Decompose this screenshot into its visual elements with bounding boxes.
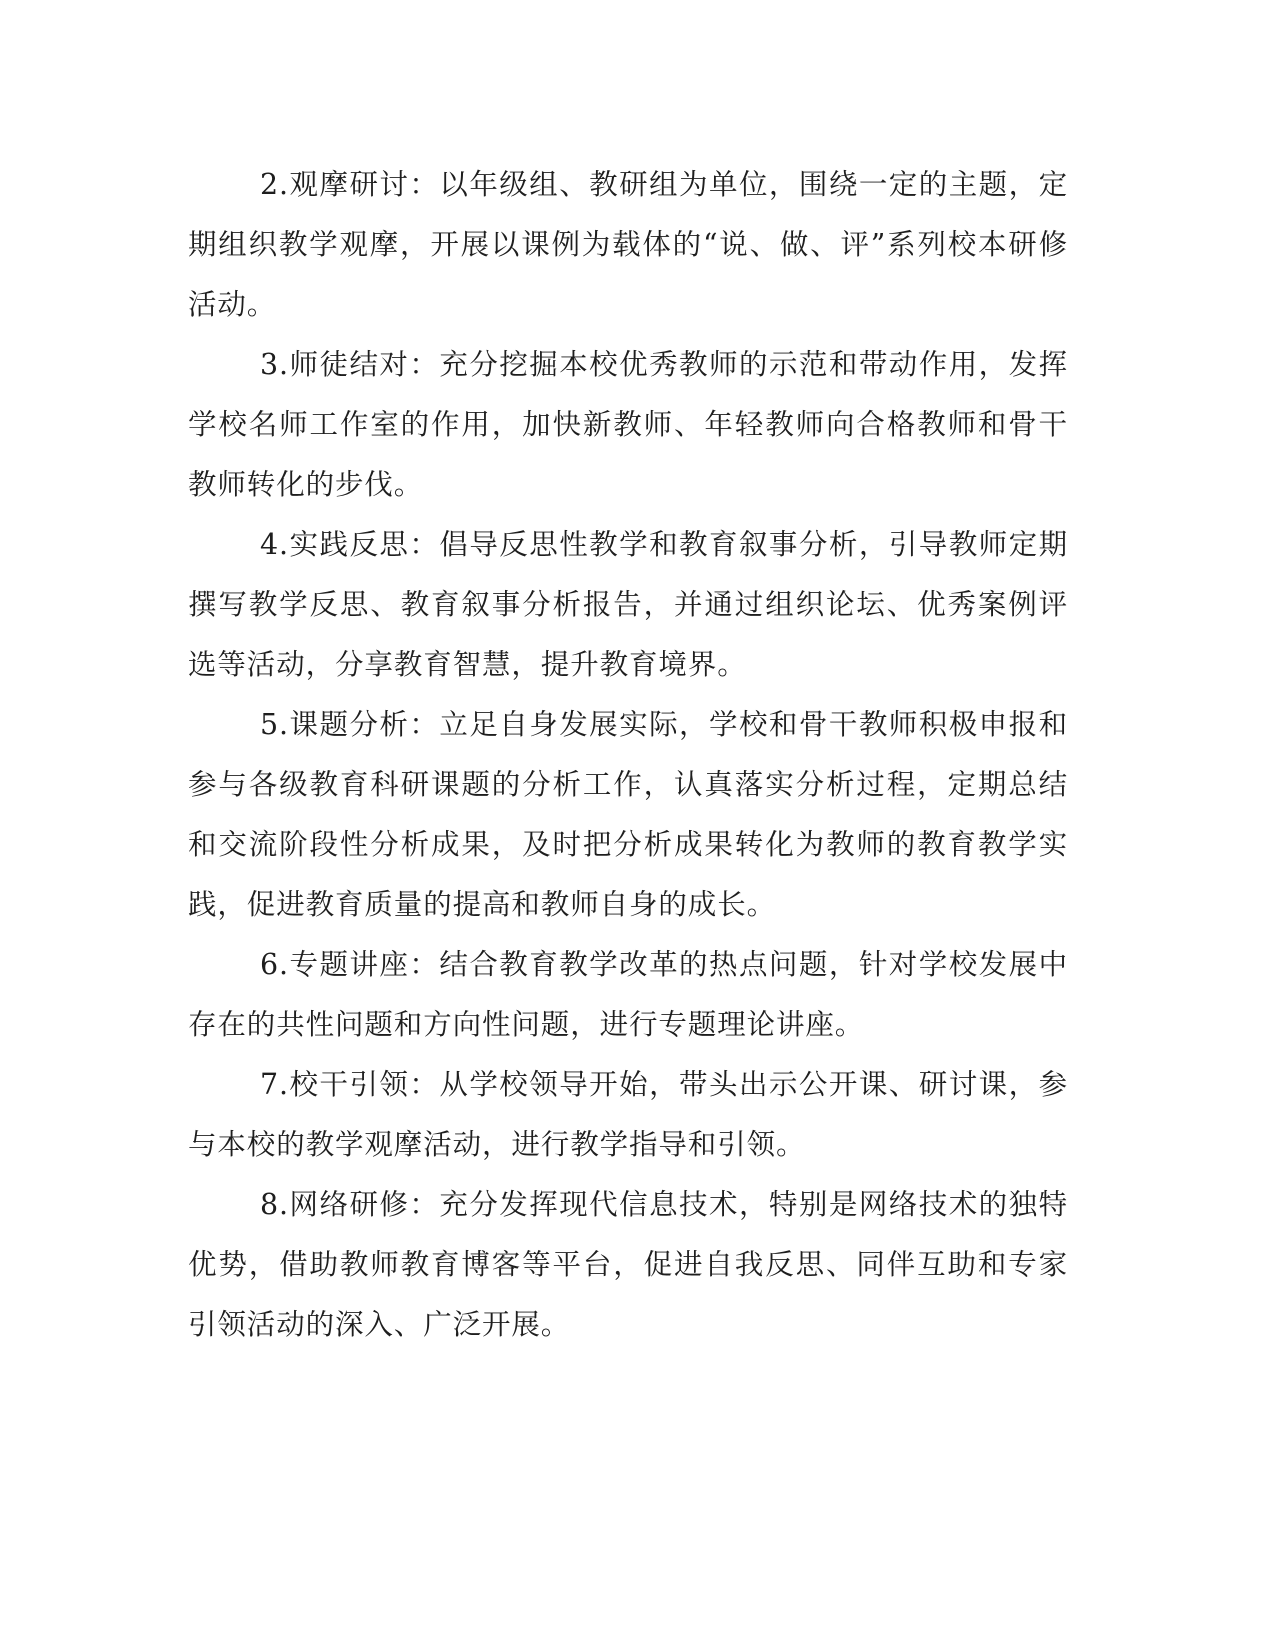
document-body [188, 155, 1068, 1355]
paragraph-observation-discussion: 2.观摩研讨：以年级组、教研组为单位，围绕一定的主题，定期组织教学观摩，开展以课例为载体的“说、做、评”系列校本研修活动。 [188, 168, 1068, 321]
paragraph-practice-reflection: 4.实践反思：倡导反思性教学和教育叙事分析，引导教师定期撰写教学反思、教育叙事分析报告，并通过组织论坛、优秀案例评选等活动，分享教育智慧，提升教育境界。 [188, 528, 1068, 681]
paragraph-topic-analysis: 5.课题分析：立足自身发展实际，学校和骨干教师积极申报和参与各级教育科研课题的分析工作，认真落实分析过程，定期总结和交流阶段性分析成果，及时把分析成果转化为教师的教育教学实践，促进教育质量的提高和教师自身的成长。 [188, 708, 1068, 921]
paragraph-leadership-guidance: 7.校干引领：从学校领导开始，带头出示公开课、研讨课，参与本校的教学观摩活动，进行教学指导和引领。 [188, 1068, 1068, 1161]
paragraph-online-training: 8.网络研修：充分发挥现代信息技术，特别是网络技术的独特优势，借助教师教育博客等平台，促进自我反思、同伴互助和专家引领活动的深入、广泛开展。 [188, 1188, 1068, 1341]
paragraph-special-lectures: 6.专题讲座：结合教育教学改革的热点问题，针对学校发展中存在的共性问题和方向性问题，进行专题理论讲座。 [188, 948, 1068, 1041]
paragraph-mentor-pairing: 3.师徒结对：充分挖掘本校优秀教师的示范和带动作用，发挥学校名师工作室的作用，加快新教师、年轻教师向合格教师和骨干教师转化的步伐。 [188, 348, 1068, 501]
